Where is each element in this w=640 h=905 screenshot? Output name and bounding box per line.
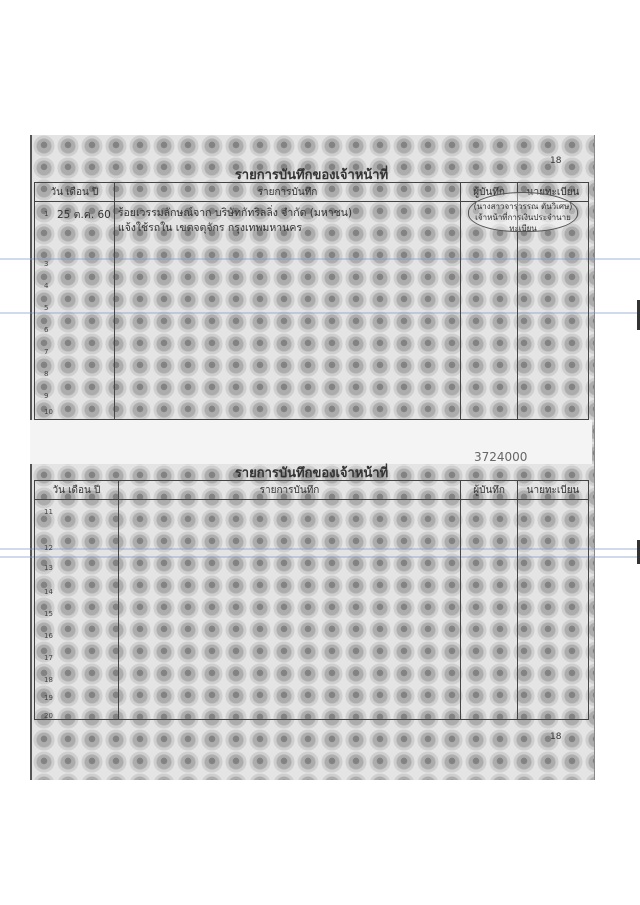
recorder-signature-stamp <box>468 192 578 232</box>
entry-line-1: ร้อยเวรรมลักษณ์จาก บริษัทกัทริลลิ่ง จำกัด (มหาชน) <box>117 207 353 219</box>
registrar-cell <box>518 500 589 720</box>
entry-text <box>114 202 460 420</box>
row-number: 16 <box>44 632 53 640</box>
page-number: 18 <box>550 156 562 166</box>
column-header-date: วัน เดือน ปี <box>35 183 115 202</box>
row-number: 18 <box>44 676 53 684</box>
entry-cell <box>118 500 460 720</box>
row-number: 12 <box>44 544 53 552</box>
column-header-recorder: ผู้บันทึก <box>461 481 518 500</box>
column-header-entry: รายการบันทึก <box>114 183 460 202</box>
table-row <box>35 202 589 420</box>
recorder-cell <box>461 500 518 720</box>
entry-line-2: แจ้งใช้รถใน เขตจตุจักร กรุงเทพมหานคร <box>117 222 302 234</box>
row-number: 6 <box>44 326 49 334</box>
row-number: 15 <box>44 610 53 618</box>
row-number: 17 <box>44 654 53 662</box>
panel-title: รายการบันทึกของเจ้าหน้าที่ <box>234 466 389 481</box>
record-panel-2 <box>34 450 589 740</box>
column-header-registrar: นายทะเบียน <box>518 481 589 500</box>
panel-title: รายการบันทึกของเจ้าหน้าที่ <box>234 168 389 183</box>
serial-number: 3724000 <box>474 450 528 464</box>
column-header-recorder: ผู้บันทึก <box>461 183 518 202</box>
row-number: 4 <box>44 282 49 290</box>
records-table <box>34 480 589 720</box>
row-number: 3 <box>44 260 49 268</box>
row-number: 10 <box>44 408 53 416</box>
row-number: 14 <box>44 588 53 596</box>
row-number: 5 <box>44 304 49 312</box>
record-panel-1 <box>34 140 589 420</box>
row-number: 9 <box>44 392 49 400</box>
recorder-name: (นางสาวจารุวรรณ ตันวิเศษ) <box>473 202 573 211</box>
recorder-role: เจ้าหน้าที่การเงินประจำนายทะเบียน <box>475 213 571 233</box>
column-header-date: วัน เดือน ปี <box>35 481 119 500</box>
row-number: 20 <box>44 712 53 720</box>
table-row <box>35 500 589 720</box>
page-number: 18 <box>550 732 562 742</box>
column-header-registrar: นายทะเบียน <box>518 183 589 202</box>
recorder-cell <box>461 202 518 420</box>
registrar-cell <box>518 202 589 420</box>
row-number: 8 <box>44 370 49 378</box>
row-number: 7 <box>44 348 49 356</box>
entry-date: 25 ต.ค. 60 <box>35 202 115 420</box>
row-number: 1 <box>44 210 49 218</box>
row-number: 11 <box>44 508 53 516</box>
column-header-entry: รายการบันทึก <box>118 481 460 500</box>
row-number: 13 <box>44 564 53 572</box>
row-number: 19 <box>44 694 53 702</box>
